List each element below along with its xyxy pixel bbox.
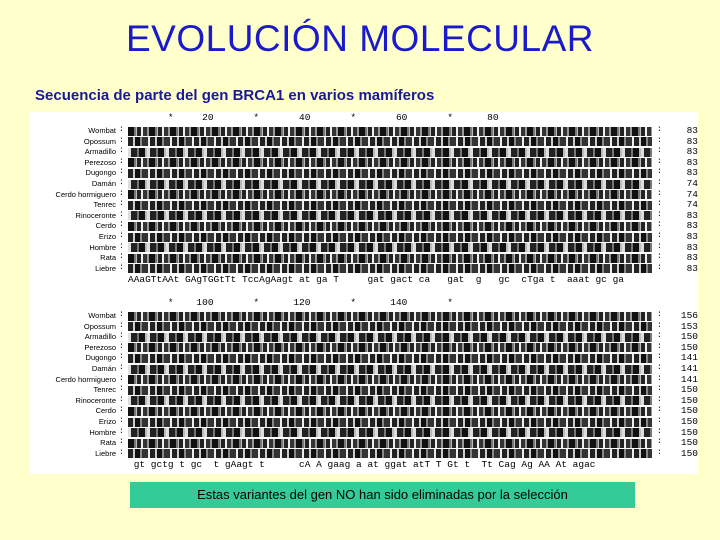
residue-count: 83 [686,231,698,242]
residue-count: 83 [686,209,698,221]
residue-count: 150 [680,331,698,343]
sequence-row [128,354,652,363]
sequence-row [128,407,652,416]
sequence-row [128,449,652,458]
row-separator: : [119,199,124,209]
row-separator: : [657,416,662,425]
alignment-panel [30,112,698,474]
species-label: Rata [100,253,116,263]
row-separator: : [119,241,124,251]
species-label: Cerdo [95,221,116,231]
caption-box: Estas variantes del gen NO han sido eliminadas por la selección [130,482,635,508]
residue-count: 141 [680,352,698,364]
residue-count: 141 [680,373,698,385]
species-label: Cerdo hormiguero [55,189,116,199]
sequence-row [128,365,652,374]
residue-count: 74 [686,199,698,211]
row-separator: : [119,384,124,394]
row-separator: : [657,156,662,166]
sequence-row [128,428,652,437]
row-separator: : [119,331,124,341]
species-label: Hombre [89,242,116,252]
sequence-row [128,243,652,252]
row-separator: : [657,341,662,351]
row-separator: : [657,135,662,145]
residue-count: 153 [680,320,698,332]
ruler-block-2: * 100 * 120 * 140 * [128,297,453,308]
row-separator: : [657,405,662,415]
sequence-row [128,148,652,157]
sequence-row [128,190,652,199]
species-label: Opossum [83,136,116,146]
sequence-row [128,180,652,189]
consensus-line: gt gctg t gc t gAagt t cA A gaag a at ggat atT T Gt t Tt Cag Ag AA At agac [128,459,596,471]
species-label: Rata [100,438,116,448]
row-separator: : [657,146,662,156]
species-label: Wombat [88,126,116,135]
species-label: Wombat [88,311,116,320]
species-label: Dugongo [85,168,116,178]
species-label: Tenrec [93,385,116,395]
row-separator: : [657,331,662,341]
species-label: Armadillo [84,332,116,342]
species-label: Rinoceronte [75,395,116,405]
species-label: Damán [91,364,116,373]
residue-count: 150 [680,426,698,438]
row-separator: : [657,199,662,209]
row-separator: : [657,352,662,362]
row-separator: : [657,262,662,272]
row-separator: : [119,373,124,383]
row-separator: : [119,231,124,240]
row-separator: : [657,220,662,230]
row-separator: : [119,125,124,134]
ruler-block-1: * 20 * 40 * 60 * 80 [128,112,499,123]
species-label: Liebre [95,263,116,273]
residue-count: 150 [680,341,698,353]
residue-count: 150 [680,394,698,406]
residue-count: 150 [680,437,698,449]
sequence-row [128,418,652,427]
species-label: Hombre [89,427,116,437]
row-separator: : [119,167,124,177]
sequence-row [128,211,652,220]
row-separator: : [119,262,124,272]
residue-count: 74 [686,178,698,189]
row-separator: : [119,352,124,362]
sequence-row [128,169,652,178]
residue-count: 83 [686,167,698,179]
sequence-row [128,127,652,136]
species-label: Cerdo [95,406,116,416]
row-separator: : [119,135,124,145]
species-label: Erizo [98,417,116,426]
row-separator: : [657,125,662,134]
residue-count: 150 [680,416,698,427]
residue-count: 83 [686,241,698,253]
row-separator: : [657,241,662,251]
sequence-row [128,396,652,405]
row-separator: : [119,320,124,330]
sequence-row [128,222,652,231]
row-separator: : [657,437,662,447]
row-separator: : [657,209,662,219]
sequence-row [128,158,652,167]
row-separator: : [119,146,124,156]
row-separator: : [119,156,124,166]
row-separator: : [657,320,662,330]
species-label: Perezoso [84,157,116,167]
sequence-row [128,233,652,242]
row-separator: : [119,405,124,415]
sequence-row [128,137,652,146]
species-label: Cerdo hormiguero [55,374,116,384]
row-separator: : [657,167,662,177]
species-label: Rinoceronte [75,210,116,220]
species-label: Opossum [83,321,116,331]
sequence-row [128,386,652,395]
row-separator: : [657,384,662,394]
sequence-row [128,264,652,273]
species-label: Erizo [98,232,116,241]
sequence-row [128,322,652,331]
row-separator: : [657,394,662,404]
row-separator: : [657,188,662,198]
species-label: Liebre [95,448,116,458]
row-separator: : [119,178,124,187]
row-separator: : [657,178,662,187]
row-separator: : [657,363,662,372]
sequence-row [128,312,652,321]
species-label: Dugongo [85,353,116,363]
page-subtitle: Secuencia de parte del gen BRCA1 en varios mamíferos [35,87,435,104]
residue-count: 156 [680,310,698,321]
residue-count: 83 [686,125,698,136]
residue-count: 141 [680,363,698,374]
row-separator: : [657,373,662,383]
row-separator: : [119,416,124,425]
residue-count: 83 [686,220,698,232]
species-label: Tenrec [93,200,116,210]
sequence-row [128,254,652,263]
row-separator: : [657,426,662,436]
residue-count: 83 [686,135,698,147]
residue-count: 83 [686,156,698,168]
row-separator: : [119,188,124,198]
sequence-row [128,375,652,384]
residue-count: 150 [680,405,698,417]
sequence-row [128,201,652,210]
residue-count: 150 [680,447,698,459]
residue-count: 150 [680,384,698,396]
residue-count: 74 [686,188,698,200]
row-separator: : [119,220,124,230]
row-separator: : [119,341,124,351]
row-separator: : [119,394,124,404]
row-separator: : [119,252,124,262]
residue-count: 83 [686,262,698,274]
row-separator: : [119,447,124,457]
row-separator: : [119,310,124,319]
species-label: Perezoso [84,342,116,352]
row-separator: : [657,447,662,457]
residue-count: 83 [686,252,698,264]
species-label: Damán [91,179,116,188]
row-separator: : [657,252,662,262]
species-label: Armadillo [84,147,116,157]
row-separator: : [657,310,662,319]
row-separator: : [119,363,124,372]
sequence-row [128,343,652,352]
row-separator: : [119,426,124,436]
sequence-row [128,333,652,342]
page-title: EVOLUCIÓN MOLECULAR [126,18,594,59]
sequence-row [128,439,652,448]
row-separator: : [657,231,662,240]
row-separator: : [119,209,124,219]
residue-count: 83 [686,146,698,158]
consensus-line: AAaGTtAAt GAgTGGtTt TccAgAagt at ga T gat gact ca gat g gc cTga t aaat gc ga [128,274,624,286]
row-separator: : [119,437,124,447]
